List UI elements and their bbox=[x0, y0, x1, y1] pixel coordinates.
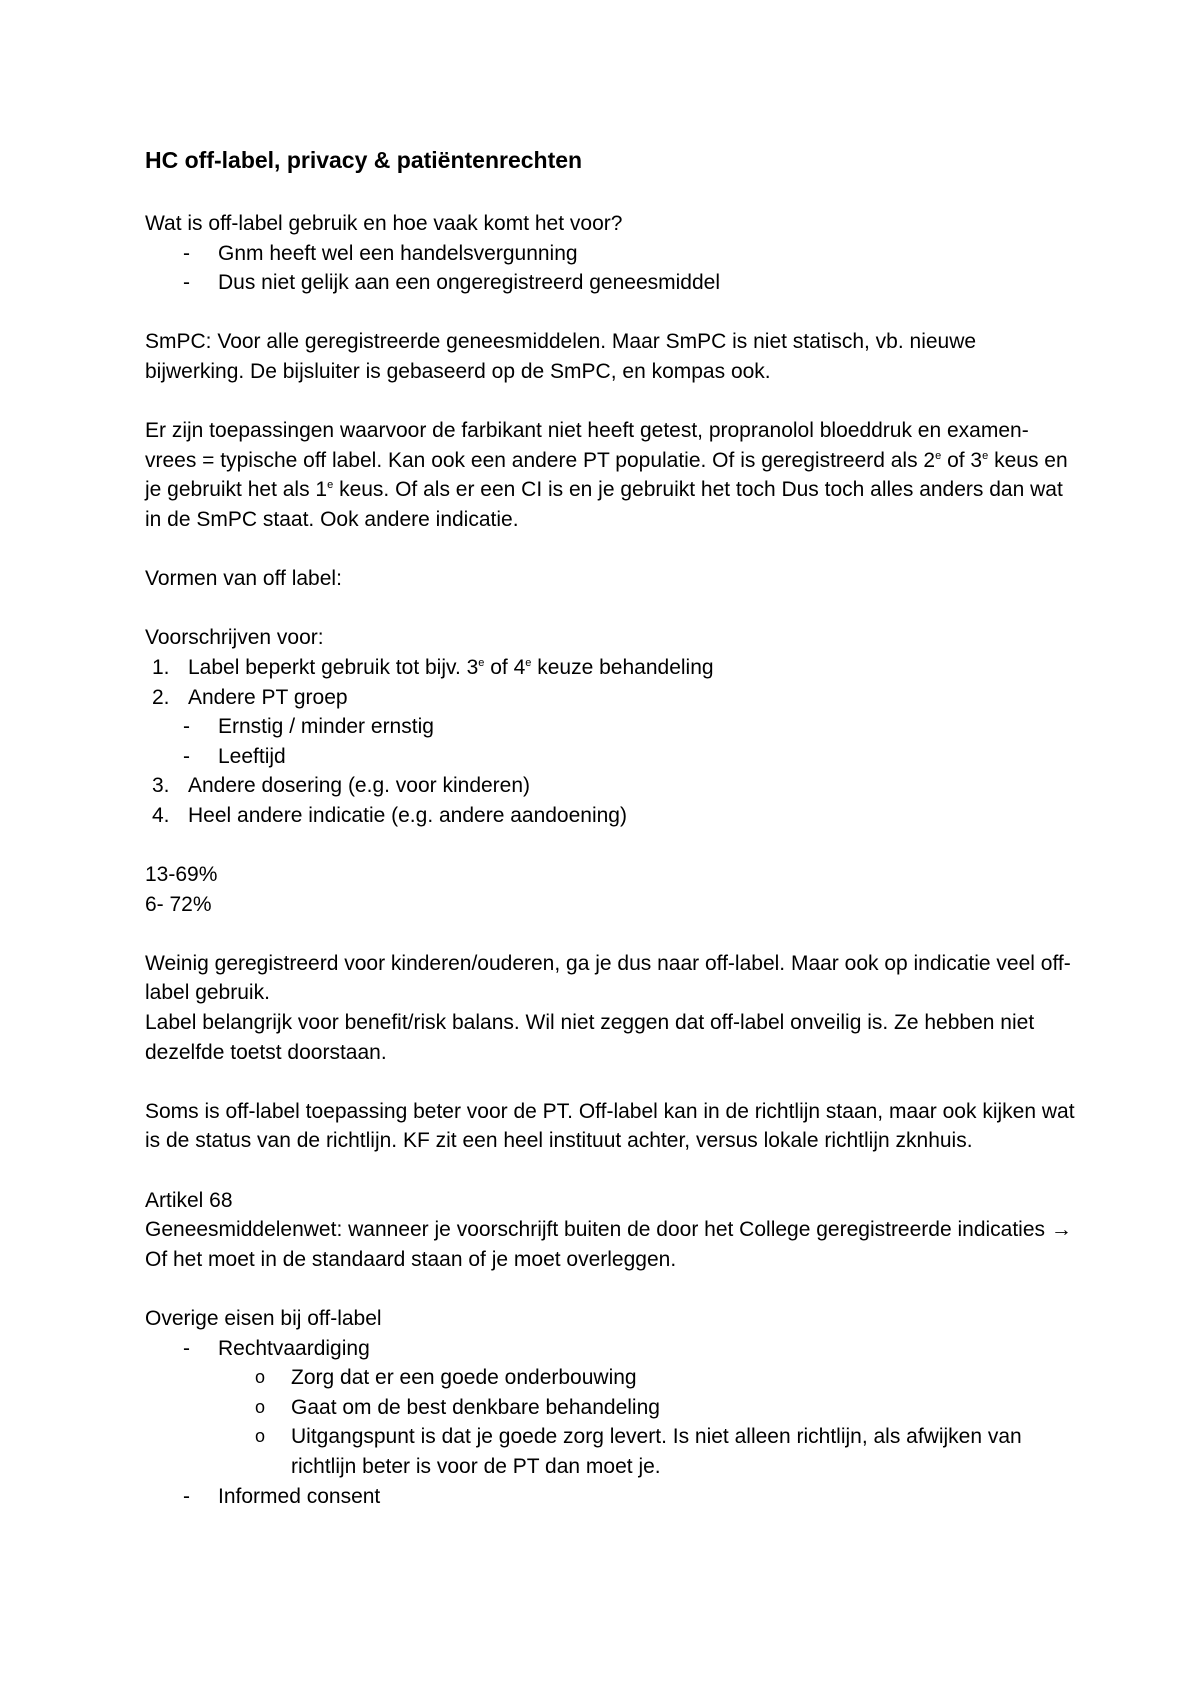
rechtvaardiging-sub-list bbox=[145, 1363, 1075, 1481]
dash-bullet-icon: - bbox=[183, 271, 190, 295]
intro-bullet-list bbox=[145, 239, 1075, 298]
arrow-right-icon: → bbox=[1050, 1218, 1072, 1242]
artikel-paragraph: Geneesmiddelenwet: wanneer je voorschrijft buiten de door het College geregistreerde indicaties → Of het moet in de standaard staan of je moet overleggen. bbox=[145, 1218, 1072, 1271]
overige-heading: Overige eisen bij off-label bbox=[145, 1306, 382, 1330]
list-item: 3. Andere dosering (e.g. voor kinderen) bbox=[152, 774, 531, 798]
list-item: o Gaat om de best denkbare behandeling bbox=[145, 1393, 1075, 1423]
forms-heading: Vormen van off label: bbox=[145, 567, 342, 591]
dash-bullet-icon: - bbox=[183, 715, 190, 739]
list-item: - Informed consent bbox=[145, 1482, 1075, 1512]
prescribe-heading: Voorschrijven voor: bbox=[145, 626, 324, 650]
children-paragraph: Weinig geregistreerd voor kinderen/ouderen, ga je dus naar off-label. Maar ook op indicatie veel off-label gebruik. bbox=[145, 951, 1071, 1005]
list-item: - Gnm heeft wel een handelsvergunning bbox=[145, 239, 1075, 269]
list-item: - Ernstig / minder ernstig bbox=[188, 712, 1075, 742]
dash-bullet-icon: - bbox=[183, 744, 190, 768]
artikel-heading: Artikel 68 bbox=[145, 1188, 233, 1212]
prescribe-numbered-list bbox=[145, 653, 1075, 831]
document-title: HC off-label, privacy & patiëntenrechten bbox=[145, 147, 583, 173]
dash-bullet-icon: - bbox=[183, 1336, 190, 1360]
stat-line: 6- 72% bbox=[145, 892, 212, 916]
circle-bullet-icon: o bbox=[255, 1367, 266, 1388]
soms-paragraph: Soms is off-label toepassing beter voor de PT. Off-label kan in de richtlijn staan, maar ook kijken wat is de status van de richtlijn. KF zit een heel instituut achter, versus lokale richtlijn zknhuis. bbox=[145, 1099, 1075, 1153]
dash-bullet-icon: - bbox=[183, 241, 190, 265]
list-item: - Leeftijd bbox=[188, 742, 1075, 772]
sub-bullet-list bbox=[183, 712, 1075, 771]
circle-bullet-icon: o bbox=[255, 1396, 266, 1417]
list-item: 1. Label beperkt gebruik tot bijv. 3e of 4e keuze behandeling bbox=[152, 655, 714, 679]
document-page bbox=[145, 142, 1075, 1511]
label-paragraph: Label belangrijk voor benefit/risk balans. Wil niet zeggen dat off-label onveilig is. Ze hebben niet dezelfde toetst doorstaan. bbox=[145, 1011, 1035, 1064]
intro-question: Wat is off-label gebruik en hoe vaak komt het voor? bbox=[145, 212, 623, 235]
overige-bullet-list bbox=[145, 1334, 1075, 1364]
smpc-paragraph: SmPC: Voor alle geregistreerde geneesmiddelen. Maar SmPC is niet statisch, vb. nieuwe bijwerking. De bijsluiter is gebaseerd op de SmPC, en kompas ook. bbox=[145, 330, 977, 383]
list-item: - Dus niet gelijk aan een ongeregistreerd geneesmiddel bbox=[145, 268, 1075, 298]
overige-bullet-list-2 bbox=[145, 1482, 1075, 1512]
list-item: o Uitgangspunt is dat je goede zorg levert. Is niet alleen richtlijn, als afwijken van richtlijn beter is voor de PT dan moet je. bbox=[145, 1422, 1075, 1481]
list-item: 2. Andere PT groep - Ernstig / minder ernstig - Leeftijd bbox=[145, 683, 1075, 772]
circle-bullet-icon: o bbox=[255, 1426, 266, 1447]
list-item: - Rechtvaardiging bbox=[145, 1334, 1075, 1364]
stat-line: 13-69% bbox=[145, 863, 218, 887]
dash-bullet-icon: - bbox=[183, 1484, 190, 1508]
list-item: o Zorg dat er een goede onderbouwing bbox=[145, 1363, 1075, 1393]
list-item: 4. Heel andere indicatie (e.g. andere aandoening) bbox=[152, 803, 627, 827]
applications-paragraph: Er zijn toepassingen waarvoor de farbikant niet heeft getest, propranolol bloeddruk en examen-vrees = typische off label. Kan ook een andere PT populatie. Of is geregistreerd als 2e of 3e keus en je gebruikt het als 1e keus. Of als er een CI is en je gebruikt het toch Dus toch alles anders dan wat in de SmPC staat. Ook andere indicatie. bbox=[145, 419, 1068, 531]
